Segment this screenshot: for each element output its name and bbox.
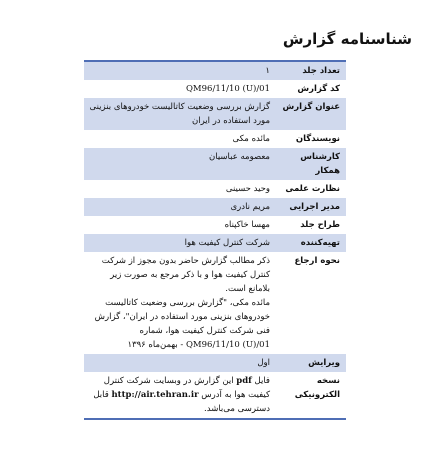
label-electronic-version: نسخه الکترونیکی [294, 376, 340, 400]
electronic-pdf-label: pdf [236, 376, 252, 386]
label-authors: نویسندگان [295, 134, 340, 144]
citation-permission-text: ذکر مطالب گزارش حاضر بدون مجوز از شرکت کنترل کیفیت هوا و با ذکر مرجع به صورت زیر بلامانع است. [101, 256, 270, 294]
row-authors [84, 130, 346, 148]
value-report-title: گزارش بررسی وضعیت کاتالیست خودروهای بنزینی مورد استفاده در ایران [84, 98, 274, 130]
value-volume-count: ۱ [84, 61, 274, 80]
value-report-code: QM96/11/10 (U)/01 [185, 84, 270, 94]
label-cover-designer: طراح جلد [300, 220, 340, 230]
row-report-title [84, 98, 346, 130]
row-producer [84, 234, 346, 252]
value-collaborator: معصومه عباسیان [84, 148, 274, 180]
label-collaborator: کارشناس همکار [274, 148, 346, 180]
label-citation: نحوه ارجاع [294, 256, 340, 266]
citation-date: - بهمن‌ماه ۱۳۹۶ [127, 340, 184, 350]
row-volume-count [84, 61, 346, 80]
report-id-table [84, 60, 346, 420]
value-citation [84, 252, 274, 354]
row-collaborator [84, 148, 346, 180]
row-electronic-version [84, 372, 346, 419]
row-edition [84, 354, 346, 372]
value-cover-designer: مهسا خاکپناه [224, 220, 270, 230]
value-electronic-version [84, 372, 274, 419]
citation-reference-text [88, 296, 270, 352]
label-report-title: عنوان گزارش [274, 98, 346, 130]
label-edition: ویرایش [274, 354, 346, 372]
label-report-code: کد گزارش [297, 84, 340, 94]
row-report-code [84, 80, 346, 98]
value-edition: اول [84, 354, 274, 372]
electronic-accessible-text: قابل دسترسی می‌باشد. [93, 390, 270, 414]
label-volume-count: تعداد جلد [274, 61, 346, 80]
value-authors: مائده مکی [232, 134, 270, 144]
value-scientific-supervisor: وحید حسینی [225, 184, 270, 194]
citation-report-code: QM96/11/10 (U)/01 [185, 340, 270, 350]
value-producer: شرکت کنترل کیفیت هوا [84, 234, 274, 252]
value-executive-manager: مریم نادری [84, 198, 274, 216]
label-executive-manager: مدیر اجرایی [274, 198, 346, 216]
electronic-availability-text: این گزارش در وبسایت شرکت کنترل کیفیت هوا به آدرس [103, 376, 270, 400]
electronic-file-word: فایل [254, 376, 270, 386]
label-producer: تهیه‌کننده [274, 234, 346, 252]
row-scientific-supervisor [84, 180, 346, 198]
row-citation [84, 252, 346, 354]
label-scientific-supervisor: نظارت علمی [285, 184, 340, 194]
citation-reference-body: مائده مکی، "گزارش بررسی وضعیت کاتالیست خودروهای بنزینی مورد استفاده در ایران"، گزارش فنی شرکت کنترل کیفیت هوا، شماره [94, 298, 270, 336]
website-url-link[interactable]: http://air.tehran.ir [111, 390, 199, 400]
row-cover-designer [84, 216, 346, 234]
page-title: شناسنامه گزارش [282, 30, 412, 48]
row-executive-manager [84, 198, 346, 216]
